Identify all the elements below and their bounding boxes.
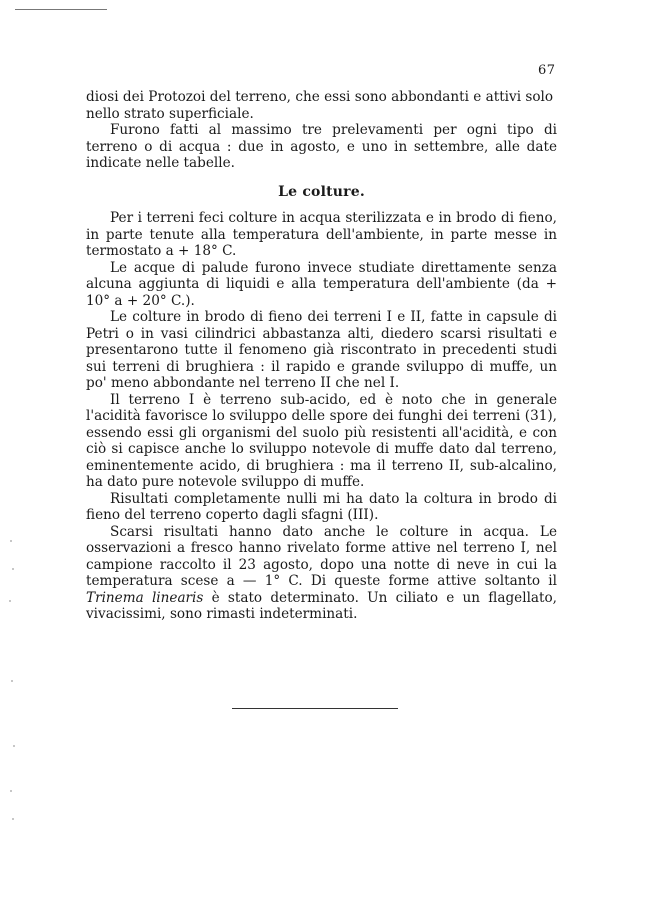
scan-speck: [9, 600, 11, 602]
paragraph-water-cultures-end: è stato determinato. Un ciliato e un flagellato, vivacissimi, sono rimasti indeterminati.: [86, 589, 557, 622]
scan-speck: [10, 540, 12, 542]
scan-speck: [12, 818, 14, 820]
page-number: 67: [538, 63, 556, 78]
paragraph-marsh-waters: Le acque di palude furono invece studiate direttamente senza alcuna aggiunta di liquidi e alla temperatura dell'ambiente (da + 10° a + 20° C.).: [86, 259, 557, 309]
paragraph-soil-acidity: Il terreno I è terreno sub-acido, ed è noto che in generale l'acidità favorisce lo sviluppo delle spore dei funghi dei terreni (31), essendo essi gli organismi del suolo più resistenti all'acidità, e con ciò si capisce anche lo sviluppo notevole di muffe dato dal terreno, eminentemente acido, di brughiera : ma il terreno II, sub-alcalino, ha dato pure notevole sviluppo di muffe.: [86, 391, 557, 490]
scan-speck: [13, 745, 15, 747]
margin-scan-specks: [8, 540, 18, 830]
paragraph-continuation: [86, 89, 557, 122]
scan-speck: [12, 568, 14, 570]
paragraph-water-cultures-text: Scarsi risultati hanno dato anche le colture in acqua. Le osservazioni a fresco hanno rivelato forme attive nel terreno I, nel campione raccolto il 23 agosto, dopo una notte di neve in cui la temperatura scese a — 1° C. Di queste forme attive soltanto il: [86, 523, 557, 589]
paragraph-continuation-line-2: nello strato superficiale.: [86, 105, 254, 122]
body-text: [86, 89, 557, 623]
section-end-rule: [232, 708, 398, 709]
paragraph-sampling: Furono fatti al massimo tre prelevamenti per ogni tipo di terreno o di acqua : due in agosto, e uno in settembre, alle date indicate nelle tabelle.: [86, 122, 557, 171]
paragraph-continuation-line-1: diosi dei Protozoi del terreno, che essi sono abbondanti e attivi solo: [86, 89, 554, 105]
scan-speck: [10, 790, 12, 792]
scan-speck: [11, 680, 13, 682]
top-edge-rule: [15, 9, 107, 10]
paragraph-hay-broth-cultures: Le colture in brodo di fieno dei terreni I e II, fatte in capsule di Petri o in vasi cilindrici abbastanza alti, diedero scarsi risultati e presentarono tutte il fenomeno già riscontrato in precedenti studi sui terreni di brughiera : il rapido e grande sviluppo di muffe, un po' meno abbondante nel terreno II che nel I.: [86, 309, 557, 391]
paragraph-soil-cultures: Per i terreni feci colture in acqua sterilizzata e in brodo di fieno, in parte tenute alla temperatura dell'ambiente, in parte messe in termostato a + 18° C.: [86, 210, 557, 259]
paragraph-null-results: Risultati completamente nulli mi ha dato la coltura in brodo di fieno del terreno coperto dagli sfagni (III).: [86, 490, 557, 523]
species-name: Trinema linearis: [86, 589, 204, 606]
paragraph-water-cultures: [86, 524, 557, 623]
section-heading: Le colture.: [278, 183, 365, 200]
